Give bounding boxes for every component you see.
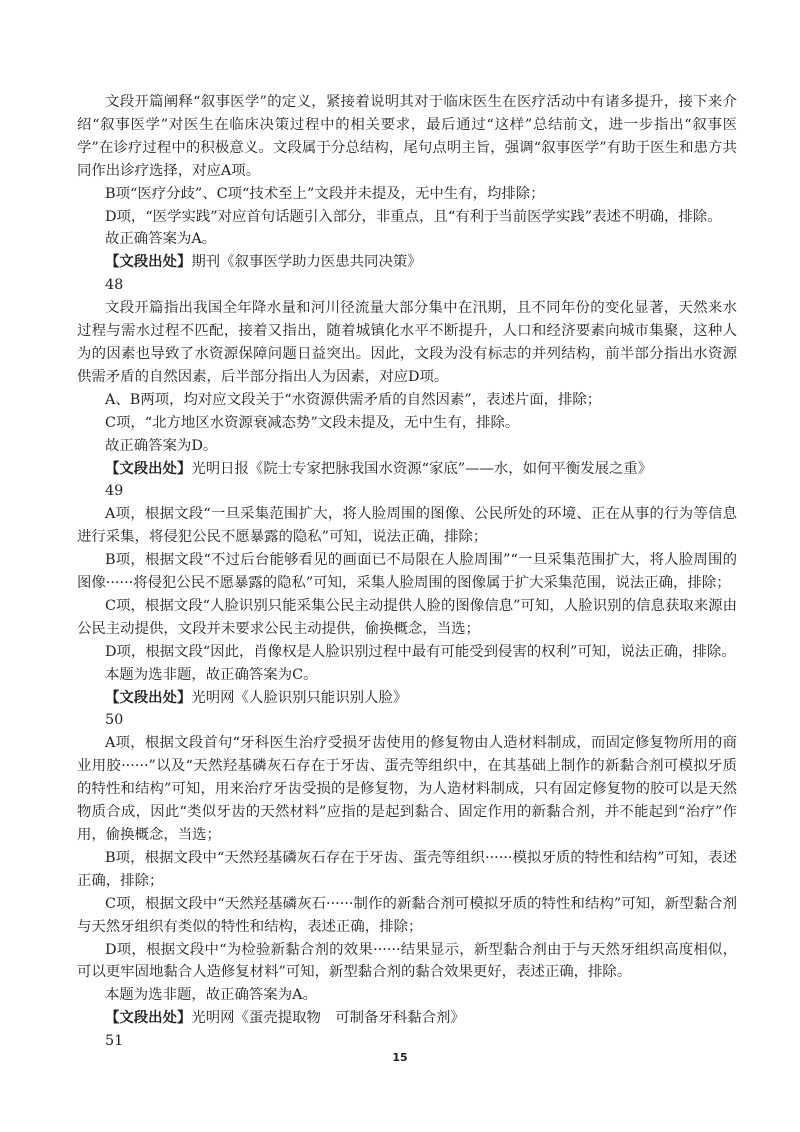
paragraph: A项，根据文段首句“牙科医生治疗受损牙齿使用的修复物由人造材料制成，而固定修复物所用的商业用胶······”以及“天然羟基磷灰石存在于牙齿、蛋壳等组织中，在其基础上制作的新黏合剂可模拟牙质的特性和结构”可知，用来治疗牙齿受损的是修复物，为人造材料制成，只有固定修复物的胶可以是天然物质合成，因此“类似牙齿的天然材料”应指的是起到黏合、固定作用的新黏合剂，并不能起到“治疗”作用，偷换概念，当选； xyxy=(77,735,737,843)
question-number: 49 xyxy=(105,483,124,500)
paragraph: C项，根据文段中“天然羟基磷灰石······制作的新黏合剂可模拟牙质的特性和结构”可知，新型黏合剂与天然牙组织有类似的特性和结构，表述正确，排除； xyxy=(77,895,737,935)
paragraph: B项，根据文段中“天然羟基磷灰石存在于牙齿、蛋壳等组织······模拟牙质的特性和结构”可知，表述正确，排除； xyxy=(77,849,737,889)
paragraph: B项，根据文段“不过后台能够看见的画面已不局限在人脸周围”“一旦采集范围扩大，将人脸周围的图像······将侵犯公民不愿暴露的隐私”可知，采集人脸周围的图像属于扩大采集范围，说法正确，排除； xyxy=(77,552,737,592)
source-line xyxy=(77,458,737,481)
paragraph: B项“医疗分歧”、C项“技术至上”文段并未提及，无中生有，均排除； xyxy=(105,185,545,202)
source-text: 光明网《蛋壳提取物 可制备牙科黏合剂》 xyxy=(191,1010,465,1027)
question-number: 51 xyxy=(105,1033,124,1050)
source-tag: 【文段出处】 xyxy=(105,253,192,271)
answer-line: 故正确答案为A。 xyxy=(105,231,217,248)
source-text: 期刊《叙事医学助力医患共同决策》 xyxy=(191,254,422,271)
document-body xyxy=(77,91,737,1053)
answer-line: 故正确答案为D。 xyxy=(105,437,218,454)
source-line xyxy=(77,1007,737,1030)
paragraph: A、B两项，均对应文段关于“水资源供需矛盾的自然因素”，表述片面，排除； xyxy=(105,391,602,408)
source-text: 光明日报《院士专家把脉我国水资源“家底”——水，如何平衡发展之重》 xyxy=(191,460,653,477)
source-tag: 【文段出处】 xyxy=(105,688,192,706)
paragraph: 文段开篇阐释“叙事医学”的定义，紧接着说明其对于临床医生在医疗活动中有诸多提升，接下来介绍“叙事医学”对医生在临床决策过程中的相关要求，最后通过“这样”总结前文，进一步指出“叙事医学”在诊疗过程中的积极意义。文段属于分总结构，尾句点明主旨，强调“叙事医学”有助于医生和患方共同作出诊疗选择，对应A项。 xyxy=(77,94,737,179)
source-text: 光明网《人脸识别只能识别人脸》 xyxy=(191,689,408,706)
answer-line: 本题为选非题，故正确答案为C。 xyxy=(105,666,318,683)
paragraph: D项，根据文段中“为检验新黏合剂的效果······结果显示，新型黏合剂由于与天然牙组织高度相似，可以更牢固地黏合人造修复材料”可知，新型黏合剂的黏合效果更好，表述正确，排除。 xyxy=(77,941,737,981)
question-number: 48 xyxy=(105,277,124,294)
paragraph: C项，根据文段“人脸识别只能采集公民主动提供人脸的图像信息”可知，人脸识别的信息获取来源由公民主动提供，文段并未要求公民主动提供，偷换概念，当选； xyxy=(77,597,737,637)
paragraph: D项，根据文段“因此，肖像权是人脸识别过程中最有可能受到侵害的权利”可知，说法正确，排除。 xyxy=(105,643,736,660)
source-line xyxy=(77,251,737,274)
source-line xyxy=(77,687,737,710)
paragraph: 文段开篇指出我国全年降水量和河川径流量大部分集中在汛期，且不同年份的变化显著，天然来水过程与需水过程不匹配，接着又指出，随着城镇化水平不断提升，人口和经济要素向城市集聚，这种人为的因素也导致了水资源保障问题日益突出。因此，文段为没有标志的并列结构，前半部分指出水资源供需矛盾的自然因素，后半部分指出人为因素，对应D项。 xyxy=(77,300,737,385)
paragraph: D项，“医学实践”对应首句话题引入部分，非重点，且“有利于当前医学实践”表述不明确，排除。 xyxy=(105,208,722,225)
source-tag: 【文段出处】 xyxy=(105,459,192,477)
answer-line: 本题为选非题，故正确答案为A。 xyxy=(105,987,317,1004)
paragraph: C项，“北方地区水资源衰减态势”文段未提及，无中生有，排除。 xyxy=(105,414,520,431)
page-number: 15 xyxy=(392,1051,408,1064)
source-tag: 【文段出处】 xyxy=(105,1009,192,1027)
question-number: 50 xyxy=(105,712,124,729)
paragraph: A项，根据文段“一旦采集范围扩大，将人脸周围的图像、公民所处的环境、正在从事的行为等信息进行采集，将侵犯公民不愿暴露的隐私”可知，说法正确，排除； xyxy=(77,506,737,546)
